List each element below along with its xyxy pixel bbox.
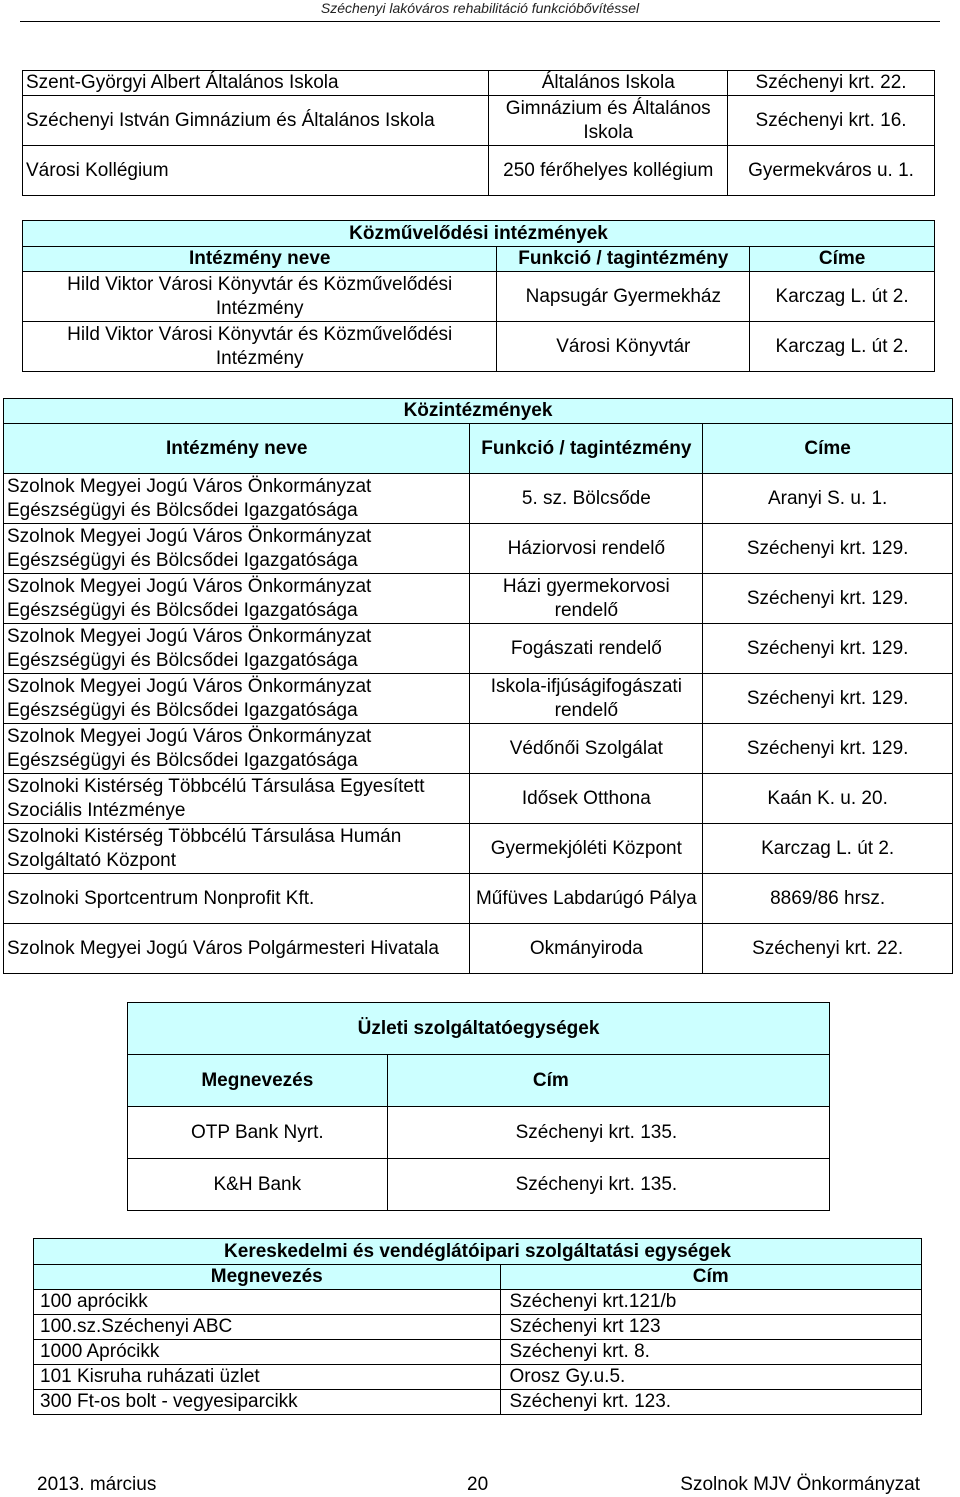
- institution-function: 5. sz. Bölcsőde: [470, 474, 703, 524]
- school-name: Széchenyi István Gimnázium és Általános Iskola: [23, 96, 489, 146]
- business-address: Széchenyi krt. 135.: [387, 1159, 829, 1211]
- table-title: Kereskedelmi és vendéglátóipari szolgáltatási egységek: [34, 1239, 922, 1265]
- column-header: Címe: [750, 247, 935, 272]
- institution-function: Fogászati rendelő: [470, 624, 703, 674]
- table-row: [23, 146, 935, 196]
- institution-name: Szolnok Megyei Jogú Város Önkormányzat Egészségügyi és Bölcsődei Igazgatósága: [4, 674, 470, 724]
- public-table: [3, 398, 953, 974]
- institution-address: Aranyi S. u. 1.: [703, 474, 953, 524]
- institution-address: Széchenyi krt. 129.: [703, 574, 953, 624]
- business-name: OTP Bank Nyrt.: [128, 1107, 388, 1159]
- institution-address: Kaán K. u. 20.: [703, 774, 953, 824]
- institution-name: Hild Viktor Városi Könyvtár és Közművelődési Intézmény: [23, 322, 497, 372]
- school-name: Városi Kollégium: [23, 146, 489, 196]
- shop-address: Széchenyi krt 123: [500, 1315, 922, 1340]
- table-row: [4, 474, 953, 524]
- shop-name: 100.sz.Széchenyi ABC: [34, 1315, 501, 1340]
- institution-function: Védőnői Szolgálat: [470, 724, 703, 774]
- table-row: [34, 1390, 922, 1415]
- table-row: [23, 322, 935, 372]
- institution-name: Szolnok Megyei Jogú Város Önkormányzat Egészségügyi és Bölcsődei Igazgatósága: [4, 574, 470, 624]
- shop-name: 300 Ft-os bolt - vegyesiparcikk: [34, 1390, 501, 1415]
- table-row: [34, 1365, 922, 1390]
- column-header: Cím: [500, 1265, 922, 1290]
- table-row: [34, 1290, 922, 1315]
- table-row: [4, 524, 953, 574]
- school-name: Szent-Györgyi Albert Általános Iskola: [23, 71, 489, 96]
- footer-date: 2013. március: [37, 1474, 157, 1495]
- institution-function: Idősek Otthona: [470, 774, 703, 824]
- school-address: Gyermekváros u. 1.: [728, 146, 935, 196]
- institution-name: Szolnok Megyei Jogú Város Önkormányzat Egészségügyi és Bölcsődei Igazgatósága: [4, 474, 470, 524]
- shop-name: 1000 Aprócikk: [34, 1340, 501, 1365]
- column-header: Megnevezés: [34, 1265, 501, 1290]
- shop-name: 101 Kisruha ruházati üzlet: [34, 1365, 501, 1390]
- institution-name: Szolnok Megyei Jogú Város Önkormányzat Egészségügyi és Bölcsődei Igazgatósága: [4, 624, 470, 674]
- institution-name: Szolnoki Sportcentrum Nonprofit Kft.: [4, 874, 470, 924]
- institution-name: Szolnok Megyei Jogú Város Polgármesteri Hivatala: [4, 924, 470, 974]
- institution-address: Karczag L. út 2.: [750, 272, 935, 322]
- table-row: [34, 1340, 922, 1365]
- school-function: Gimnázium és Általános Iskola: [489, 96, 728, 146]
- column-header: Cím: [387, 1055, 829, 1107]
- school-function: Általános Iskola: [489, 71, 728, 96]
- column-header: Címe: [703, 424, 953, 474]
- business-table: [127, 1002, 830, 1211]
- table-row: [23, 96, 935, 146]
- table-row: [128, 1159, 830, 1211]
- school-function: 250 férőhelyes kollégium: [489, 146, 728, 196]
- institution-function: Városi Könyvtár: [497, 322, 750, 372]
- institution-function: Iskola-ifjúságifogászati rendelő: [470, 674, 703, 724]
- institution-address: Széchenyi krt. 129.: [703, 524, 953, 574]
- table-row: [4, 674, 953, 724]
- table-title: Közintézmények: [4, 399, 953, 424]
- table-row: [23, 272, 935, 322]
- institution-name: Szolnok Megyei Jogú Város Önkormányzat Egészségügyi és Bölcsődei Igazgatósága: [4, 524, 470, 574]
- institution-function: Háziorvosi rendelő: [470, 524, 703, 574]
- running-header: Széchenyi lakóváros rehabilitáció funkcióbővítéssel: [320, 0, 640, 16]
- shop-address: Széchenyi krt. 123.: [500, 1390, 922, 1415]
- shop-address: Széchenyi krt.121/b: [500, 1290, 922, 1315]
- table-title: Üzleti szolgáltatóegységek: [128, 1003, 830, 1055]
- shop-address: Széchenyi krt. 8.: [500, 1340, 922, 1365]
- table-row: [4, 824, 953, 874]
- column-header: Intézmény neve: [4, 424, 470, 474]
- institution-name: Szolnoki Kistérség Többcélú Társulása Egyesített Szociális Intézménye: [4, 774, 470, 824]
- institution-address: Széchenyi krt. 129.: [703, 724, 953, 774]
- institution-function: Műfüves Labdarúgó Pálya: [470, 874, 703, 924]
- shop-name: 100 aprócikk: [34, 1290, 501, 1315]
- school-address: Széchenyi krt. 22.: [728, 71, 935, 96]
- table-row: [34, 1315, 922, 1340]
- retail-table: [33, 1238, 922, 1415]
- header-rule: [20, 21, 940, 22]
- column-header: Funkció / tagintézmény: [470, 424, 703, 474]
- institution-function: Napsugár Gyermekház: [497, 272, 750, 322]
- table-row: [4, 874, 953, 924]
- institution-function: Gyermekjóléti Központ: [470, 824, 703, 874]
- business-name: K&H Bank: [128, 1159, 388, 1211]
- footer-organization: Szolnok MJV Önkormányzat: [680, 1474, 920, 1495]
- business-address: Széchenyi krt. 135.: [387, 1107, 829, 1159]
- school-address: Széchenyi krt. 16.: [728, 96, 935, 146]
- institution-address: Karczag L. út 2.: [750, 322, 935, 372]
- institution-address: Karczag L. út 2.: [703, 824, 953, 874]
- column-header: Megnevezés: [128, 1055, 388, 1107]
- institution-name: Hild Viktor Városi Könyvtár és Közművelődési Intézmény: [23, 272, 497, 322]
- institution-name: Szolnok Megyei Jogú Város Önkormányzat Egészségügyi és Bölcsődei Igazgatósága: [4, 724, 470, 774]
- table-row: [4, 924, 953, 974]
- page-number: 20: [467, 1474, 489, 1495]
- institution-address: Széchenyi krt. 129.: [703, 624, 953, 674]
- table-row: [4, 774, 953, 824]
- institution-name: Szolnoki Kistérség Többcélú Társulása Humán Szolgáltató Központ: [4, 824, 470, 874]
- schools-table: [22, 70, 935, 196]
- institution-function: Házi gyermekorvosi rendelő: [470, 574, 703, 624]
- table-title: Közművelődési intézmények: [23, 221, 935, 247]
- institution-address: 8869/86 hrsz.: [703, 874, 953, 924]
- cultural-table: [22, 220, 935, 372]
- institution-address: Széchenyi krt. 129.: [703, 674, 953, 724]
- table-row: [23, 71, 935, 96]
- column-header: Intézmény neve: [23, 247, 497, 272]
- institution-address: Széchenyi krt. 22.: [703, 924, 953, 974]
- table-row: [4, 624, 953, 674]
- table-row: [128, 1107, 830, 1159]
- column-header: Funkció / tagintézmény: [497, 247, 750, 272]
- table-row: [4, 724, 953, 774]
- institution-function: Okmányiroda: [470, 924, 703, 974]
- table-row: [4, 574, 953, 624]
- shop-address: Orosz Gy.u.5.: [500, 1365, 922, 1390]
